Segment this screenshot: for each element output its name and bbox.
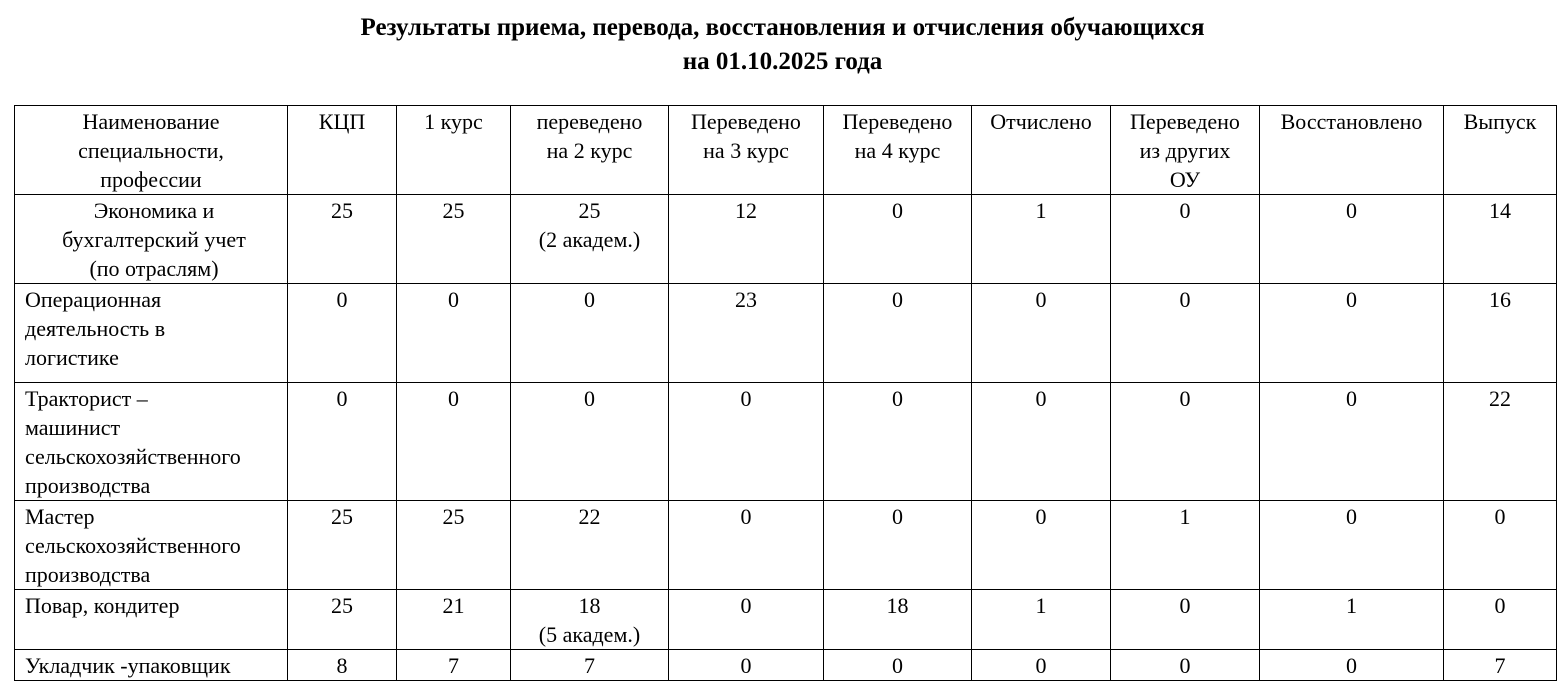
header-text-line: Наименование xyxy=(82,109,220,134)
table-body xyxy=(15,195,1557,681)
kcp-cell xyxy=(288,195,397,284)
header-course-1 xyxy=(397,106,511,195)
cell-value: 1 xyxy=(1179,504,1191,529)
expelled-cell xyxy=(972,590,1111,650)
header-graduation xyxy=(1444,106,1557,195)
header-expelled xyxy=(972,106,1111,195)
title-line-1: Результаты приема, перевода, восстановления и отчисления обучающихся xyxy=(360,14,1205,41)
cell-value: 0 xyxy=(1346,198,1357,223)
course-1-cell xyxy=(397,590,511,650)
transferred-from-other-cell xyxy=(1111,383,1260,501)
cell-value: (5 академ.) xyxy=(538,622,641,647)
graduation-cell xyxy=(1444,590,1557,650)
specialty-name-cell xyxy=(15,195,288,284)
specialty-name-line: Укладчик -упаковщик xyxy=(25,653,231,678)
restored-cell xyxy=(1260,501,1444,590)
transferred-2-cell xyxy=(511,195,669,284)
specialty-name-cell xyxy=(15,284,288,383)
header-text-line: на 3 курс xyxy=(703,138,789,163)
cell-value: 1 xyxy=(1346,593,1357,618)
results-table xyxy=(14,105,1557,681)
kcp-cell xyxy=(288,383,397,501)
cell-value: 0 xyxy=(584,287,595,312)
restored-cell xyxy=(1260,284,1444,383)
cell-value: 0 xyxy=(740,504,752,529)
specialty-name-line: Мастер xyxy=(25,504,95,529)
cell-value: 0 xyxy=(1179,593,1191,618)
specialty-name-line: логистике xyxy=(25,345,119,370)
restored-cell xyxy=(1260,195,1444,284)
cell-value: 22 xyxy=(578,504,601,529)
course-1-cell xyxy=(397,383,511,501)
kcp-cell xyxy=(288,501,397,590)
cell-value: 0 xyxy=(1035,386,1047,411)
header-text-line: переведено xyxy=(536,109,643,134)
graduation-cell xyxy=(1444,195,1557,284)
cell-value: 0 xyxy=(892,287,903,312)
transferred-4-cell xyxy=(824,383,972,501)
header-text-line: 1 курс xyxy=(424,109,483,134)
cell-value: 0 xyxy=(336,386,348,411)
header-transferred-2 xyxy=(511,106,669,195)
header-transferred-from-other xyxy=(1111,106,1260,195)
cell-value: 0 xyxy=(1179,198,1191,223)
kcp-cell xyxy=(288,650,397,681)
header-text-line: КЦП xyxy=(318,109,366,134)
graduation-cell xyxy=(1444,650,1557,681)
header-text-line: на 4 курс xyxy=(854,138,941,163)
cell-value: 0 xyxy=(1346,386,1357,411)
table-row xyxy=(15,195,1557,284)
cell-value: 0 xyxy=(740,386,752,411)
transferred-from-other-cell xyxy=(1111,650,1260,681)
transferred-3-cell xyxy=(669,383,824,501)
cell-value: 0 xyxy=(448,386,459,411)
transferred-2-cell xyxy=(511,284,669,383)
restored-cell xyxy=(1260,383,1444,501)
restored-cell xyxy=(1260,650,1444,681)
cell-value: 0 xyxy=(1346,504,1357,529)
cell-value: 0 xyxy=(892,504,903,529)
course-1-cell xyxy=(397,284,511,383)
cell-value: 18 xyxy=(578,593,601,618)
header-text-line: на 2 курс xyxy=(546,138,633,163)
specialty-name-line: производства xyxy=(25,473,151,498)
expelled-cell xyxy=(972,501,1111,590)
document-title xyxy=(0,11,1565,79)
transferred-4-cell xyxy=(824,284,972,383)
cell-value: 0 xyxy=(892,653,903,678)
specialty-name-line: бухгалтерский учет xyxy=(62,227,246,252)
table-row xyxy=(15,501,1557,590)
header-text-line: Переведено xyxy=(842,109,953,134)
header-kcp xyxy=(288,106,397,195)
cell-value: 25 xyxy=(442,198,465,223)
cell-value: 0 xyxy=(1035,653,1047,678)
expelled-cell xyxy=(972,650,1111,681)
cell-value: 1 xyxy=(1035,593,1047,618)
graduation-cell xyxy=(1444,501,1557,590)
restored-cell xyxy=(1260,590,1444,650)
specialty-name-line: производства xyxy=(25,562,151,587)
kcp-cell xyxy=(288,590,397,650)
cell-value: 0 xyxy=(1494,504,1506,529)
cell-value: 0 xyxy=(584,386,595,411)
graduation-cell xyxy=(1444,383,1557,501)
specialty-name-cell xyxy=(15,501,288,590)
cell-value: 23 xyxy=(735,287,757,312)
cell-value: 25 xyxy=(331,504,353,529)
header-text-line: Восстановлено xyxy=(1280,109,1423,134)
cell-value: 21 xyxy=(442,593,465,618)
course-1-cell xyxy=(397,195,511,284)
specialty-name-cell xyxy=(15,650,288,681)
cell-value: 0 xyxy=(1035,504,1047,529)
specialty-name-line: (по отраслям) xyxy=(89,256,219,281)
header-text-line: Переведено xyxy=(691,109,801,134)
cell-value: 0 xyxy=(1179,386,1191,411)
transferred-2-cell xyxy=(511,383,669,501)
specialty-name-line: сельскохозяйственного xyxy=(25,444,241,469)
expelled-cell xyxy=(972,195,1111,284)
transferred-from-other-cell xyxy=(1111,501,1260,590)
expelled-cell xyxy=(972,383,1111,501)
cell-value: 1 xyxy=(1035,198,1047,223)
transferred-4-cell xyxy=(824,501,972,590)
specialty-name-line: машинист xyxy=(25,415,121,440)
header-text-line: профессии xyxy=(100,167,202,192)
transferred-3-cell xyxy=(669,650,824,681)
header-text-line: из других xyxy=(1139,138,1231,163)
expelled-cell xyxy=(972,284,1111,383)
specialty-name-line: Тракторист – xyxy=(25,386,148,411)
cell-value: 14 xyxy=(1489,198,1511,223)
specialty-name-cell xyxy=(15,590,288,650)
header-text-line: ОУ xyxy=(1169,167,1201,192)
transferred-3-cell xyxy=(669,501,824,590)
header-text-line: Отчислено xyxy=(990,109,1092,134)
cell-value: 0 xyxy=(1494,593,1506,618)
cell-value: 12 xyxy=(735,198,757,223)
cell-value: 0 xyxy=(892,386,903,411)
transferred-2-cell xyxy=(511,650,669,681)
transferred-4-cell xyxy=(824,590,972,650)
transferred-2-cell xyxy=(511,590,669,650)
table-row xyxy=(15,284,1557,383)
specialty-name-line: Повар, кондитер xyxy=(25,593,180,618)
transferred-3-cell xyxy=(669,284,824,383)
cell-value: 18 xyxy=(886,593,909,618)
header-text-line: Выпуск xyxy=(1463,109,1537,134)
cell-value: 25 xyxy=(331,593,353,618)
cell-value: 0 xyxy=(740,653,752,678)
transferred-from-other-cell xyxy=(1111,590,1260,650)
cell-value: 8 xyxy=(336,653,348,678)
transferred-from-other-cell xyxy=(1111,284,1260,383)
transferred-4-cell xyxy=(824,195,972,284)
cell-value: 7 xyxy=(1494,653,1506,678)
cell-value: 16 xyxy=(1489,287,1511,312)
cell-value: 0 xyxy=(1179,653,1191,678)
cell-value: (2 академ.) xyxy=(538,227,641,252)
table-header xyxy=(15,106,1557,195)
header-restored xyxy=(1260,106,1444,195)
transferred-from-other-cell xyxy=(1111,195,1260,284)
header-text-line: Переведено xyxy=(1130,109,1240,134)
specialty-name-line: Операционная xyxy=(25,287,162,312)
table-row xyxy=(15,590,1557,650)
cell-value: 0 xyxy=(892,198,903,223)
transferred-3-cell xyxy=(669,195,824,284)
cell-value: 0 xyxy=(448,287,459,312)
header-transferred-3 xyxy=(669,106,824,195)
cell-value: 22 xyxy=(1489,386,1511,411)
specialty-name-line: сельскохозяйственного xyxy=(25,533,241,558)
specialty-name-line: Экономика и xyxy=(93,198,215,223)
cell-value: 0 xyxy=(1035,287,1047,312)
specialty-name-cell xyxy=(15,383,288,501)
transferred-4-cell xyxy=(824,650,972,681)
cell-value: 0 xyxy=(740,593,752,618)
graduation-cell xyxy=(1444,284,1557,383)
header-row xyxy=(15,106,1557,195)
table-row xyxy=(15,383,1557,501)
specialty-name-line: деятельность в xyxy=(25,316,166,341)
header-name xyxy=(15,106,288,195)
header-transferred-4 xyxy=(824,106,972,195)
header-text-line: специальности, xyxy=(78,138,224,163)
cell-value: 25 xyxy=(578,198,601,223)
course-1-cell xyxy=(397,650,511,681)
table-row xyxy=(15,650,1557,681)
cell-value: 25 xyxy=(442,504,465,529)
cell-value: 0 xyxy=(336,287,348,312)
cell-value: 7 xyxy=(584,653,595,678)
transferred-2-cell xyxy=(511,501,669,590)
cell-value: 0 xyxy=(1346,287,1357,312)
kcp-cell xyxy=(288,284,397,383)
title-line-2: на 01.10.2025 года xyxy=(682,48,883,75)
transferred-3-cell xyxy=(669,590,824,650)
cell-value: 25 xyxy=(331,198,353,223)
cell-value: 0 xyxy=(1179,287,1191,312)
cell-value: 7 xyxy=(448,653,459,678)
course-1-cell xyxy=(397,501,511,590)
cell-value: 0 xyxy=(1346,653,1357,678)
